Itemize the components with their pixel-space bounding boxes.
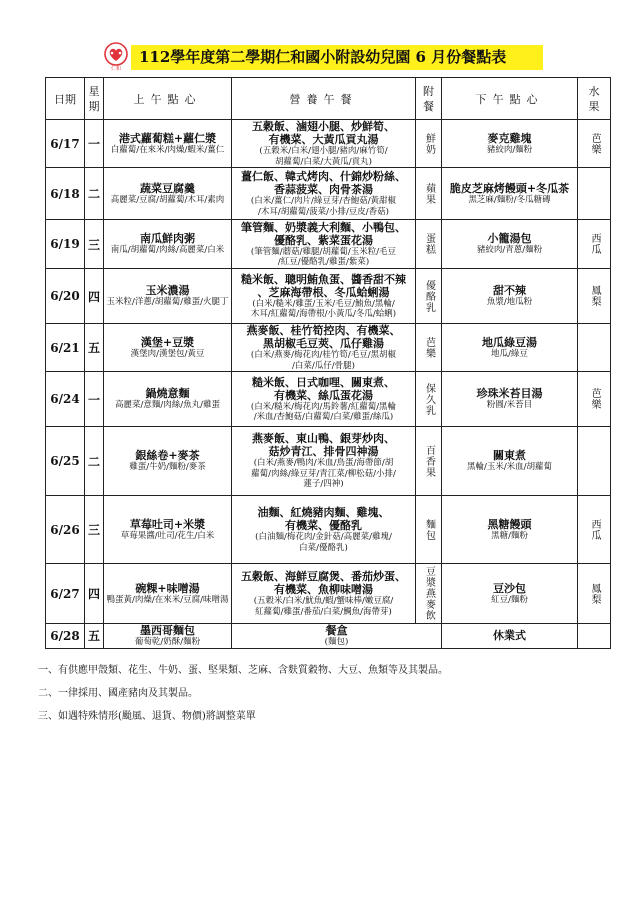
- afternoon-snack-cell: [442, 220, 578, 269]
- fruit-cell: [578, 120, 611, 168]
- afternoon-snack-name: 黑糖饅頭: [487, 517, 532, 531]
- lunch-ingredients-line: 紅蘿蔔/雞蛋/番茄/白菜/鯛魚/海帶芽): [255, 606, 392, 617]
- lunch-cell: [232, 427, 416, 496]
- table-row: [46, 624, 611, 649]
- side-item: 芭樂: [423, 336, 435, 359]
- morning-snack-ingredients: 鴨蛋黃/肉燥/在來米/豆腐/味噌湯: [106, 594, 229, 605]
- morning-snack-ingredients: 漢堡肉/漢堡包/黃豆: [130, 348, 205, 359]
- weekday-cell: 四: [85, 269, 104, 324]
- header-side: 附 餐: [416, 78, 442, 120]
- afternoon-snack-ingredients: 黑芝麻/麵粉/冬瓜糖磚: [468, 194, 551, 205]
- morning-snack-name: 銀絲卷+麥茶: [135, 449, 200, 463]
- lunch-cell: [232, 624, 442, 649]
- afternoon-snack-name: 地瓜綠豆湯: [482, 335, 537, 349]
- afternoon-snack-ingredients: 黑糖/麵粉: [491, 530, 528, 541]
- lunch-ingredients-line: /白菜/瓜仔/骨腿): [292, 360, 355, 371]
- lunch-cell: [232, 564, 416, 624]
- side-cell: [416, 220, 442, 269]
- lunch-dishes-line: 餐盒: [325, 624, 348, 637]
- morning-snack-cell: [104, 269, 232, 324]
- afternoon-snack-name: 休業式: [493, 629, 526, 643]
- fruit-cell: [578, 372, 611, 427]
- fruit-cell: [578, 269, 611, 324]
- morning-snack-cell: [104, 427, 232, 496]
- weekday-cell: 一: [85, 372, 104, 427]
- date-cell: 6/28: [46, 624, 85, 649]
- lunch-ingredients-line: (白米/糙米/梅花肉/馬鈴薯/紅蘿蔔/黑輪: [250, 401, 397, 412]
- fruit-item: 西瓜: [589, 233, 600, 255]
- lunch-cell: [232, 269, 416, 324]
- afternoon-snack-cell: [442, 168, 578, 220]
- side-item: 百香果: [423, 444, 435, 478]
- table-row: [46, 372, 611, 427]
- morning-snack-name: 墨西哥麵包: [140, 624, 195, 637]
- side-cell: [416, 564, 442, 624]
- side-item: 保久乳: [423, 382, 435, 416]
- lunch-ingredients-line: /紅豆/優酪乳/雞蛋/紫菜): [277, 257, 370, 267]
- date-cell: 6/18: [46, 168, 85, 220]
- lunch-dishes-line: 香蒜菠菜、肉骨茶湯: [274, 183, 373, 196]
- afternoon-snack-cell: [442, 120, 578, 168]
- fruit-cell: [578, 168, 611, 220]
- afternoon-snack-ingredients: 黑輪/玉米/米血/胡蘿蔔: [466, 462, 553, 473]
- lunch-dishes-line: 菇炒青江、排骨四神湯: [268, 445, 379, 459]
- table-row: [46, 564, 611, 624]
- lunch-dishes-line: 五穀飯、滷翅小腿、炒鮮筍、: [252, 120, 395, 133]
- afternoon-snack-name: 關東煮: [493, 449, 526, 463]
- fruit-item: 芭樂: [589, 388, 600, 410]
- afternoon-snack-ingredients: 豬絞肉/麵粉: [486, 144, 533, 155]
- afternoon-snack-cell: [442, 269, 578, 324]
- lunch-dishes-line: 有機菜、大黃瓜貢丸湯: [268, 133, 379, 146]
- lunch-cell: [232, 120, 416, 168]
- lunch-dishes-line: 燕麥飯、東山鴨、銀芽炒肉、: [252, 432, 395, 446]
- header-date: 日期: [46, 78, 85, 120]
- afternoon-snack-cell: [442, 324, 578, 372]
- date-cell: 6/27: [46, 564, 85, 624]
- morning-snack-cell: [104, 120, 232, 168]
- lunch-cell: [232, 496, 416, 564]
- afternoon-snack-ingredients: 魚漿/地瓜粉: [486, 297, 533, 308]
- fruit-item: 芭樂: [589, 132, 600, 155]
- date-cell: 6/25: [46, 427, 85, 496]
- fruit-cell: [578, 564, 611, 624]
- morning-snack-name: 草莓吐司+米漿: [129, 517, 206, 531]
- header-weekday: 星 期: [85, 78, 104, 120]
- afternoon-snack-cell: [442, 427, 578, 496]
- lunch-ingredients-line: (白米/燕麥/梅花肉/桂竹筍/毛豆/黑胡椒: [250, 350, 397, 360]
- page-title: 112學年度第二學期仁和國小附設幼兒園 6 月份餐點表: [131, 45, 543, 70]
- morning-snack-name: 鍋燒意麵: [145, 387, 190, 401]
- table-row: [46, 220, 611, 269]
- table-row: [46, 324, 611, 372]
- side-cell: [416, 168, 442, 220]
- date-cell: 6/19: [46, 220, 85, 269]
- afternoon-snack-name: 小籠湯包: [487, 232, 532, 246]
- morning-snack-name: 蔬菜豆腐羹: [140, 181, 195, 195]
- lunch-cell: [232, 372, 416, 427]
- morning-snack-ingredients: 草莓果醬/吐司/花生/白米: [120, 530, 215, 541]
- lunch-cell: [232, 220, 416, 269]
- lunch-dishes-line: 糙米飯、日式咖哩、關東煮、: [252, 375, 395, 389]
- weekday-cell: 三: [85, 220, 104, 269]
- lunch-dishes-line: 油麵、紅燒豬肉麵、雞塊、: [257, 506, 390, 519]
- lunch-ingredients-line: 蓮子/四神): [303, 479, 344, 490]
- lunch-dishes-line: 有機菜、魚柳味噌湯: [274, 583, 373, 596]
- note-3: 三、如遇特殊情形(颱風、退貨、物價)將調整菜單: [38, 711, 256, 722]
- meal-table: [45, 77, 611, 649]
- weekday-cell: 二: [85, 168, 104, 220]
- morning-snack-cell: [104, 168, 232, 220]
- afternoon-snack-ingredients: 紅豆/麵粉: [491, 594, 528, 605]
- lunch-cell: [232, 168, 416, 220]
- side-item: 麵包: [423, 518, 435, 541]
- morning-snack-name: 玉米濃湯: [145, 284, 190, 298]
- lunch-dishes-line: 有機菜、優酪乳: [285, 519, 362, 532]
- weekday-cell: 二: [85, 427, 104, 496]
- fruit-cell: [578, 324, 611, 372]
- afternoon-snack-name: 珍珠米苔目湯: [476, 387, 543, 401]
- afternoon-snack-cell: [442, 372, 578, 427]
- side-cell: [416, 427, 442, 496]
- lunch-dishes-line: 五穀飯、海鮮豆腐煲、番茄炒蛋、: [241, 570, 406, 583]
- table-row: [46, 168, 611, 220]
- side-item: 豆漿燕麥飲: [423, 566, 435, 621]
- note-1: 一、有供應甲殼類、花生、牛奶、蛋、堅果類、芝麻、含麩質穀物、大豆、魚類等及其製品。: [38, 665, 448, 676]
- morning-snack-cell: [104, 372, 232, 427]
- lunch-ingredients-line: (筆管麵/蘑菇/雞腿/胡蘿蔔/玉米粒/毛豆: [250, 246, 397, 257]
- lunch-ingredients-line: (白米/燕麥/鴨肉/米血/鳥蛋/海帶節/胡: [253, 458, 394, 469]
- morning-snack-ingredients: 白蘿蔔/在來米/肉燥/蝦米/薑仁: [110, 144, 225, 155]
- lunch-ingredients-line: (白米/糙米/雞蛋/玉米/毛豆/鮪魚/黑輪/: [252, 298, 395, 309]
- lunch-dishes-line: 、芝麻海帶根、冬瓜蛤蜊湯: [257, 285, 390, 299]
- fruit-item: 鳳梨: [589, 582, 600, 605]
- lunch-ingredients-line: 蘿蔔/肉絲/綠豆芽/青江菜/柳松菇/小排/: [251, 468, 396, 479]
- fruit-cell: [578, 496, 611, 564]
- lunch-dishes-line: 有機菜、絲瓜蛋花湯: [274, 388, 373, 402]
- weekday-cell: 四: [85, 564, 104, 624]
- morning-snack-cell: [104, 220, 232, 269]
- morning-snack-name: 港式蘿蔔糕+蘿仁漿: [118, 131, 217, 145]
- lunch-cell: [232, 324, 416, 372]
- lunch-dishes-line: 燕麥飯、桂竹筍控肉、有機菜、: [246, 324, 401, 337]
- header-fruit: 水 果: [578, 78, 611, 120]
- lunch-dishes-line: 優酪乳、紫菜蛋花湯: [274, 233, 373, 247]
- date-cell: 6/21: [46, 324, 85, 372]
- lunch-ingredients-line: (白油麵/梅花肉/金針菇/高麗菜/雞塊/: [255, 532, 392, 542]
- morning-snack-cell: [104, 496, 232, 564]
- lunch-ingredients-line: 胡蘿蔔/白菜/大黃瓜/貢丸): [275, 156, 372, 167]
- lunch-ingredients-line: /米血/杏鮑菇/白蘿蔔/白菜/雞蛋/絲瓜): [253, 412, 394, 422]
- svg-text:仁和: 仁和: [110, 66, 122, 71]
- lunch-dishes-line: 筆管麵、奶漿義大利麵、小鴨包、: [241, 220, 406, 234]
- side-cell: [416, 372, 442, 427]
- morning-snack-name: 漢堡+豆漿: [140, 335, 195, 349]
- weekday-cell: 一: [85, 120, 104, 168]
- lunch-ingredients-line: 木耳/紅蘿蔔/海帶根/小黃瓜/冬瓜/蛤蜊): [250, 309, 397, 319]
- afternoon-snack-name: 脆皮芝麻烤饅頭+冬瓜茶: [449, 181, 570, 195]
- lunch-ingredients-line: (五穀米/白米/翅小腿/豬肉/麻竹筍/: [259, 146, 388, 156]
- afternoon-snack-cell: [442, 496, 578, 564]
- side-item: 蘋果: [423, 182, 435, 205]
- lunch-ingredients-line: /木耳/胡蘿蔔/菠菜/小排/豆皮/香菇): [257, 206, 389, 217]
- fruit-cell: [578, 624, 611, 649]
- afternoon-snack-ingredients: 粉圓/米苔目: [486, 400, 533, 411]
- lunch-ingredients-line: (麵包): [324, 637, 349, 647]
- fruit-cell: [578, 220, 611, 269]
- morning-snack-cell: [104, 324, 232, 372]
- afternoon-snack-name: 麥克雞塊: [487, 131, 532, 145]
- date-cell: 6/17: [46, 120, 85, 168]
- side-cell: [416, 324, 442, 372]
- morning-snack-ingredients: 南瓜/胡蘿蔔/肉絲/高麗菜/白米: [110, 245, 225, 256]
- table-row: [46, 427, 611, 496]
- weekday-cell: 五: [85, 324, 104, 372]
- afternoon-snack-cell: [442, 624, 578, 649]
- date-cell: 6/24: [46, 372, 85, 427]
- afternoon-snack-ingredients: 地瓜/綠豆: [491, 348, 528, 359]
- lunch-ingredients-line: 白菜/優酪乳): [299, 542, 348, 553]
- lunch-dishes-line: 薑仁飯、韓式烤肉、什錦炒粉絲、: [241, 170, 406, 183]
- side-item: 蛋糕: [423, 233, 435, 255]
- morning-snack-name: 南瓜鮮肉粥: [140, 232, 195, 246]
- header-morning: 上午點心: [104, 78, 232, 120]
- notes: [38, 659, 448, 728]
- school-logo: [101, 41, 131, 71]
- header-lunch: 營養午餐: [232, 78, 416, 120]
- side-item: 鮮奶: [423, 132, 435, 155]
- weekday-cell: 五: [85, 624, 104, 649]
- morning-snack-ingredients: 高麗菜/豆腐/胡蘿蔔/木耳/素肉: [110, 194, 225, 205]
- lunch-dishes-line: 糙米飯、聰明鮪魚蛋、醬香甜不辣: [241, 272, 406, 286]
- afternoon-snack-cell: [442, 564, 578, 624]
- date-cell: 6/20: [46, 269, 85, 324]
- side-cell: [416, 496, 442, 564]
- date-cell: 6/26: [46, 496, 85, 564]
- afternoon-snack-name: 甜不辣: [493, 284, 526, 298]
- morning-snack-name: 碗粿+味噌湯: [135, 581, 200, 595]
- side-cell: [416, 269, 442, 324]
- fruit-item: 西瓜: [589, 518, 600, 541]
- afternoon-snack-name: 豆沙包: [493, 581, 526, 595]
- lunch-dishes-line: 黑胡椒毛豆莢、瓜仔雞湯: [263, 337, 384, 350]
- morning-snack-cell: [104, 624, 232, 649]
- table-row: [46, 120, 611, 168]
- side-cell: [416, 120, 442, 168]
- morning-snack-ingredients: 葡萄乾/奶酥/麵粉: [134, 637, 201, 647]
- morning-snack-ingredients: 高麗菜/意麵/肉絲/魚丸/雞蛋: [115, 400, 220, 411]
- header-afternoon: 下午點心: [442, 78, 578, 120]
- weekday-cell: 三: [85, 496, 104, 564]
- table-header-row: [46, 78, 611, 120]
- table-row: [46, 496, 611, 564]
- lunch-ingredients-line: (五穀米/白米/魷魚/蝦/蟹味棒/嫩豆腐/: [253, 596, 394, 606]
- morning-snack-ingredients: 玉米粒/洋蔥/胡蘿蔔/雞蛋/火腿丁: [106, 297, 229, 308]
- fruit-cell: [578, 427, 611, 496]
- morning-snack-ingredients: 雞蛋/牛奶/麵粉/麥茶: [129, 462, 206, 473]
- fruit-item: 鳳梨: [589, 285, 600, 307]
- lunch-ingredients-line: (白米/薑仁/肉片/綠豆芽/杏鮑菇/黃甜椒: [250, 196, 397, 206]
- side-item: 優酪乳: [423, 279, 435, 313]
- table-row: [46, 269, 611, 324]
- morning-snack-cell: [104, 564, 232, 624]
- afternoon-snack-ingredients: 豬絞肉/青蔥/麵粉: [476, 245, 543, 256]
- note-2: 二、一律採用、國產豬肉及其製品。: [38, 688, 198, 699]
